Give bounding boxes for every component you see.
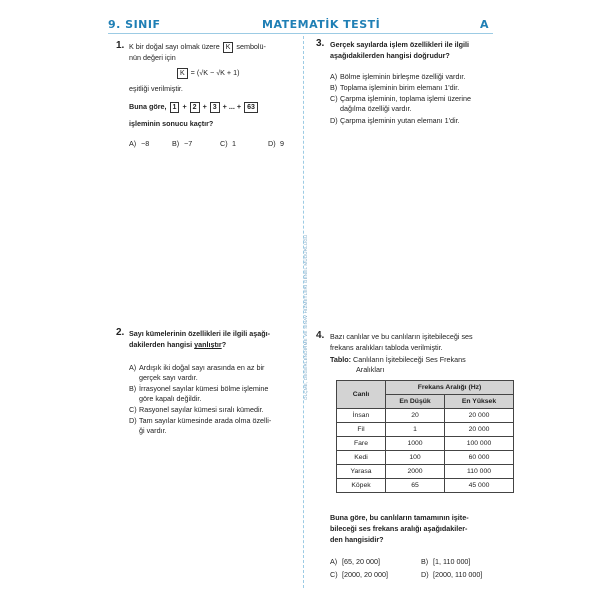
question-number: 1. (116, 40, 125, 51)
table-row (337, 423, 514, 437)
option-text: Ardışık iki doğal sayı arasında en az bir (139, 363, 265, 372)
option-label: A) (330, 557, 338, 566)
q4-question-line3: den hangisidir? (330, 535, 384, 544)
option-label: D) (129, 416, 137, 425)
cell-max: 110 000 (445, 465, 514, 479)
option-text: −8 (141, 139, 150, 148)
option-d[interactable] (268, 139, 284, 149)
option-label: B) (172, 139, 180, 148)
test-title: MATEMATİK TESTİ (262, 18, 381, 31)
q1-line1 (129, 42, 266, 53)
option-a[interactable] (330, 72, 465, 82)
cell-name: Fil (337, 423, 386, 437)
caption-text: Canlıların İşitebileceği Ses Frekans (353, 355, 466, 364)
option-label: C) (220, 139, 228, 148)
table-row (337, 451, 514, 465)
cell-max: 100 000 (445, 437, 514, 451)
cell-name: İnsan (337, 409, 386, 423)
table-row (337, 409, 514, 423)
option-label: A) (330, 72, 338, 81)
cell-min: 65 (386, 479, 445, 493)
option-text: Tam sayılar kümesinde arada olma özelli- (139, 416, 272, 425)
option-text: Bölme işleminin birleşme özelliği vardır. (340, 72, 466, 81)
cell-min: 1000 (386, 437, 445, 451)
option-d[interactable] (330, 116, 460, 126)
option-a[interactable] (330, 557, 380, 567)
cell-min: 100 (386, 451, 445, 465)
q1-line4: eşitliği verilmiştir. (129, 84, 183, 93)
header-divider (108, 33, 493, 34)
q1-line2: nün değeri için (129, 53, 176, 62)
option-text: 1 (232, 139, 236, 148)
q1-formula (176, 68, 240, 79)
formula-rhs: = (√K − √K + 1) (190, 68, 240, 77)
option-b[interactable] (129, 384, 268, 404)
option-label: D) (421, 570, 429, 579)
option-text: dağılma özelliği vardır. (340, 104, 412, 113)
grade-label: 9. SINIF (108, 18, 161, 31)
option-c[interactable] (330, 570, 388, 580)
caption-text-line2: Aralıkları (356, 365, 385, 374)
q3-stem-line1: Gerçek sayılarda işlem özellikleri ile ilgili (330, 40, 470, 49)
q2-stem-line1: Sayı kümelerinin özellikleri ile ilgili aşağı- (129, 329, 271, 338)
option-text: [65, 20 000] (342, 557, 380, 566)
q3-stem-line2: aşağıdakilerden hangisi doğrudur? (330, 51, 450, 60)
frequency-table (336, 380, 514, 493)
q1-text: Buna göre, (129, 102, 167, 111)
option-text: 9 (280, 139, 284, 148)
q4-question-line2: bileceği ses frekans aralığı aşağıdakiler- (330, 524, 468, 533)
box-2: 2 (190, 102, 200, 113)
option-b[interactable] (172, 139, 192, 149)
option-label: D) (330, 116, 338, 125)
question-number: 2. (116, 327, 125, 338)
header-min: En Düşük (386, 395, 445, 409)
cell-min: 20 (386, 409, 445, 423)
cell-name: Köpek (337, 479, 386, 493)
table-row (337, 479, 514, 493)
header-max: En Yüksek (445, 395, 514, 409)
table-row (337, 465, 514, 479)
option-label: D) (268, 139, 276, 148)
header-frequency-range: Frekans Aralığı (Hz) (386, 381, 514, 395)
option-label: B) (421, 557, 429, 566)
cell-max: 60 000 (445, 451, 514, 465)
question-number: 3. (316, 38, 325, 49)
table-row (337, 437, 514, 451)
option-label: C) (129, 405, 137, 414)
option-d[interactable] (129, 416, 271, 436)
option-label: B) (330, 83, 338, 92)
option-label: A) (129, 363, 137, 372)
option-label: A) (129, 139, 137, 148)
option-label: B) (129, 384, 137, 393)
q4-stem-line2: frekans aralıkları tabloda verilmiştir. (330, 343, 443, 352)
side-text: ÖLÇME, DEĞERLENDİRME VE SINAV HİZMETLERİ GENEL MÜDÜRLÜĞÜ (303, 234, 308, 400)
option-text: −7 (184, 139, 193, 148)
plus-sign: + (182, 102, 187, 111)
cell-max: 45 000 (445, 479, 514, 493)
q2-text: ? (221, 340, 227, 349)
option-text: [2000, 110 000] (433, 570, 483, 579)
q2-stem-line2 (129, 340, 226, 350)
q1-question: işleminin sonucu kaçtır? (129, 119, 214, 128)
box-63: 63 (244, 102, 258, 113)
option-text: Rasyonel sayılar kümesi sıralı kümedir. (139, 405, 264, 414)
option-c[interactable] (220, 139, 236, 149)
option-text: ği vardır. (139, 426, 167, 435)
option-text: Çarpma işleminin yutan elemanı 1'dir. (340, 116, 460, 125)
cell-max: 20 000 (445, 423, 514, 437)
q1-text: sembolü- (236, 42, 266, 51)
option-label: C) (330, 94, 338, 103)
q4-stem-line1: Bazı canlılar ve bu canlıların işitebileceği ses (330, 332, 473, 341)
option-text: gerçek sayı vardır. (139, 373, 198, 382)
header-canli: Canlı (337, 381, 386, 409)
cell-max: 20 000 (445, 409, 514, 423)
question-number: 4. (316, 330, 325, 341)
cell-min: 1 (386, 423, 445, 437)
caption-label: Tablo: (330, 355, 352, 364)
option-text: [1, 110 000] (433, 557, 471, 566)
option-text: Toplama işleminin birim elemanı 1'dir. (340, 83, 460, 92)
option-b[interactable] (330, 83, 459, 93)
q4-question-line1: Buna göre, bu canlıların tamamının işite- (330, 513, 469, 522)
ellipsis-plus: + ... + (222, 102, 242, 111)
option-text: Çarpma işleminin, toplama işlemi üzerine (340, 94, 472, 103)
plus-sign: + (202, 102, 207, 111)
q2-text: dakilerden hangisi (129, 340, 193, 349)
option-text: İrrasyonel sayılar kümesi bölme işlemine (139, 384, 269, 393)
cell-name: Kedi (337, 451, 386, 465)
option-a[interactable] (129, 139, 149, 149)
cell-min: 2000 (386, 465, 445, 479)
box-1: 1 (170, 102, 180, 113)
table-caption (330, 355, 466, 365)
q1-sum-expression (129, 102, 259, 113)
option-text: göre kapalı değildir. (139, 394, 202, 403)
k-symbol-box: K (223, 42, 234, 53)
option-a[interactable] (129, 363, 264, 383)
q2-emphasis: yanlıştır (194, 340, 222, 349)
q1-text: K bir doğal sayı olmak üzere (129, 42, 220, 51)
option-c[interactable] (129, 405, 264, 415)
option-label: C) (330, 570, 338, 579)
cell-name: Fare (337, 437, 386, 451)
form-letter: A (480, 18, 490, 31)
option-text: [2000, 20 000] (342, 570, 388, 579)
option-d[interactable] (421, 570, 482, 580)
k-symbol-box: K (177, 68, 188, 79)
cell-name: Yarasa (337, 465, 386, 479)
option-c[interactable] (330, 94, 471, 114)
box-3: 3 (210, 102, 220, 113)
option-b[interactable] (421, 557, 470, 567)
